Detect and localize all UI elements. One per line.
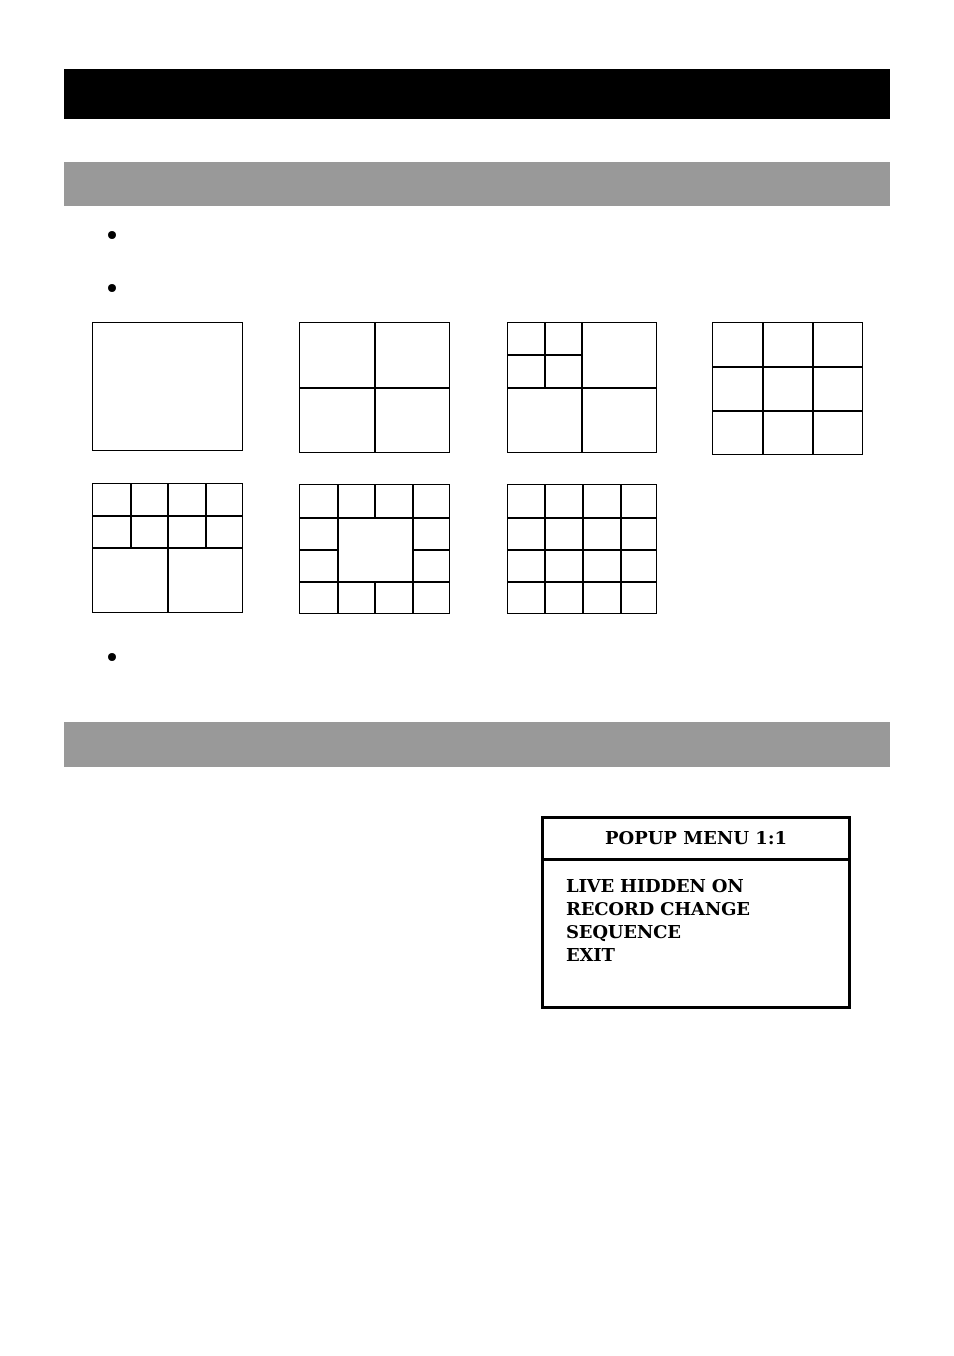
layout-16-split (507, 484, 657, 614)
bullet-2 (108, 284, 116, 292)
bullet-3 (108, 653, 116, 661)
title-bar (64, 69, 890, 119)
layout-9-split (712, 322, 863, 455)
popup-menu-items (566, 875, 750, 967)
popup-menu-title: POPUP MENU 1:1 (544, 819, 848, 861)
menu-item-live-hidden[interactable]: LIVE HIDDEN ON (566, 876, 744, 897)
bullet-1 (108, 231, 116, 239)
layout-1-split (92, 322, 243, 451)
layout-7-split (507, 322, 657, 453)
layout-13-split (299, 484, 450, 614)
menu-item-sequence[interactable]: SEQUENCE (566, 922, 681, 943)
menu-item-exit[interactable]: EXIT (566, 945, 615, 966)
section-header-2 (64, 722, 890, 767)
popup-menu (541, 816, 851, 1009)
menu-item-record-change[interactable]: RECORD CHANGE (566, 899, 750, 920)
section-header-1 (64, 162, 890, 206)
layout-4-split (299, 322, 450, 453)
layout-10-split (92, 483, 243, 613)
